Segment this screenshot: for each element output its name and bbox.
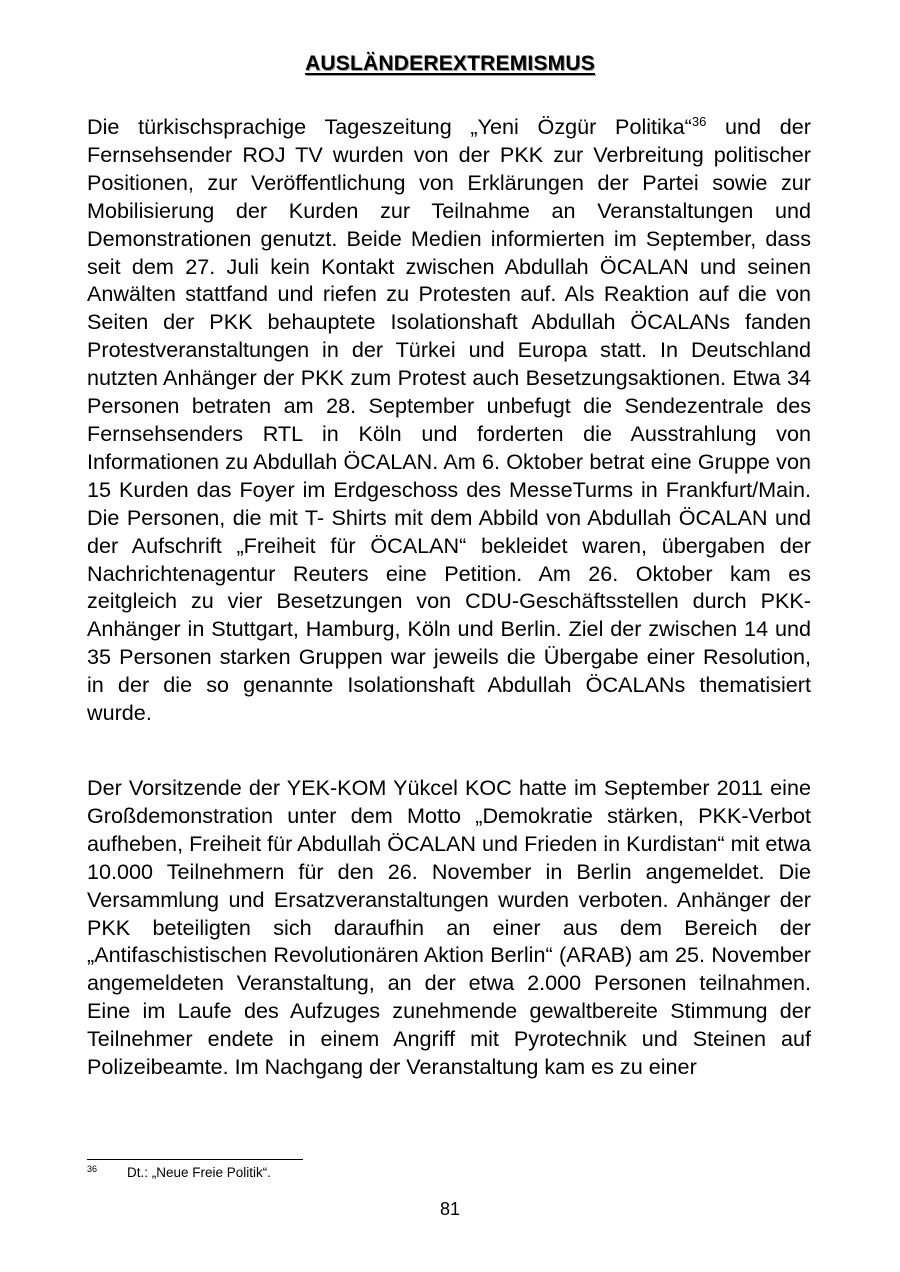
footnote-separator (87, 1159, 303, 1160)
paragraph-1-text-rest: und der Fernsehsender ROJ TV wurden von der PKK zur Verbreitung politischer Positionen, zur Veröffentlichung von Erklärungen der Partei sowie zur Mobilisierung der Kurden zur Teilnahme an Veranstaltungen und Demonstrationen genutzt. Beide Medien informierten im September, dass seit dem 27. Juli kein Kontakt zwischen Abdullah ÖCALAN und seinen Anwälten stattfand und riefen zu Protesten auf. Als Reaktion auf die von Seiten der PKK behauptete Isolationshaft Abdullah ÖCALANs fanden Protestveranstaltungen in der Türkei und Europa statt. In Deutschland nutzten Anhänger der PKK zum Protest auch Besetzungsaktionen. Etwa 34 Personen betraten am 28. September unbefugt die Sendezentrale des Fernsehsenders RTL in Köln und forderten die Ausstrahlung von Informationen zu Abdullah ÖCALAN. Am 6. Oktober betrat eine Gruppe von 15 Kurden das Foyer im Erdgeschoss des MesseTurms in Frankfurt/Main. Die Personen, die mit T- Shirts mit dem Abbild von Abdullah ÖCALAN und der Aufschrift „Freiheit für ÖCALAN“ bekleidet waren, übergaben der Nachrichtenagentur Reuters eine Petition. Am 26. Oktober kam es zeitgleich zu vier Besetzungen von CDU-Geschäftsstellen durch PKK-Anhänger in Stuttgart, Hamburg, Köln und Berlin. Ziel der zwischen 14 und 35 Personen starken Gruppen war jeweils die Übergabe einer Resolution, in der die so genannte Isolationshaft Abdullah ÖCALANs thematisiert wurde. (87, 114, 811, 726)
footnote-reference[interactable]: 36 (691, 113, 707, 129)
footnote-text: Dt.: „Neue Freie Politik“. (127, 1165, 272, 1180)
paragraph-1-text-start: Die türkischsprachige Tageszeitung „Yeni Özgür Politika“ (87, 114, 692, 139)
footnote-number: 36 (87, 1164, 98, 1174)
footnote (87, 1163, 271, 1183)
body-paragraph-1 (87, 113, 811, 727)
page-number: 81 (439, 1199, 461, 1219)
section-heading: AUSLÄNDEREXTREMISMUS (305, 52, 595, 75)
body-paragraph-2: Der Vorsitzende der YEK-KOM Yükcel KOC hatte im September 2011 eine Großdemonstration unter dem Motto „Demokratie stärken, PKK-Verbot aufheben, Freiheit für Abdullah ÖCALAN und Frieden in Kurdistan“ mit etwa 10.000 Teilnehmern für den 26. November in Berlin angemeldet. Die Versammlung und Ersatzveranstaltungen wurden verboten. Anhänger der PKK beteiligten sich daraufhin an einer aus dem Bereich der „Antifaschistischen Revolutionären Aktion Berlin“ (ARAB) am 25. November angemeldeten Veranstaltung, an der etwa 2.000 Personen teilnahmen. Eine im Laufe des Aufzuges zunehmende gewaltbereite Stimmung der Teilnehmer endete in einem Angriff mit Pyrotechnik und Steinen auf Polizeibeamte. Im Nachgang der Veranstaltung kam es zu einer (87, 775, 811, 1080)
